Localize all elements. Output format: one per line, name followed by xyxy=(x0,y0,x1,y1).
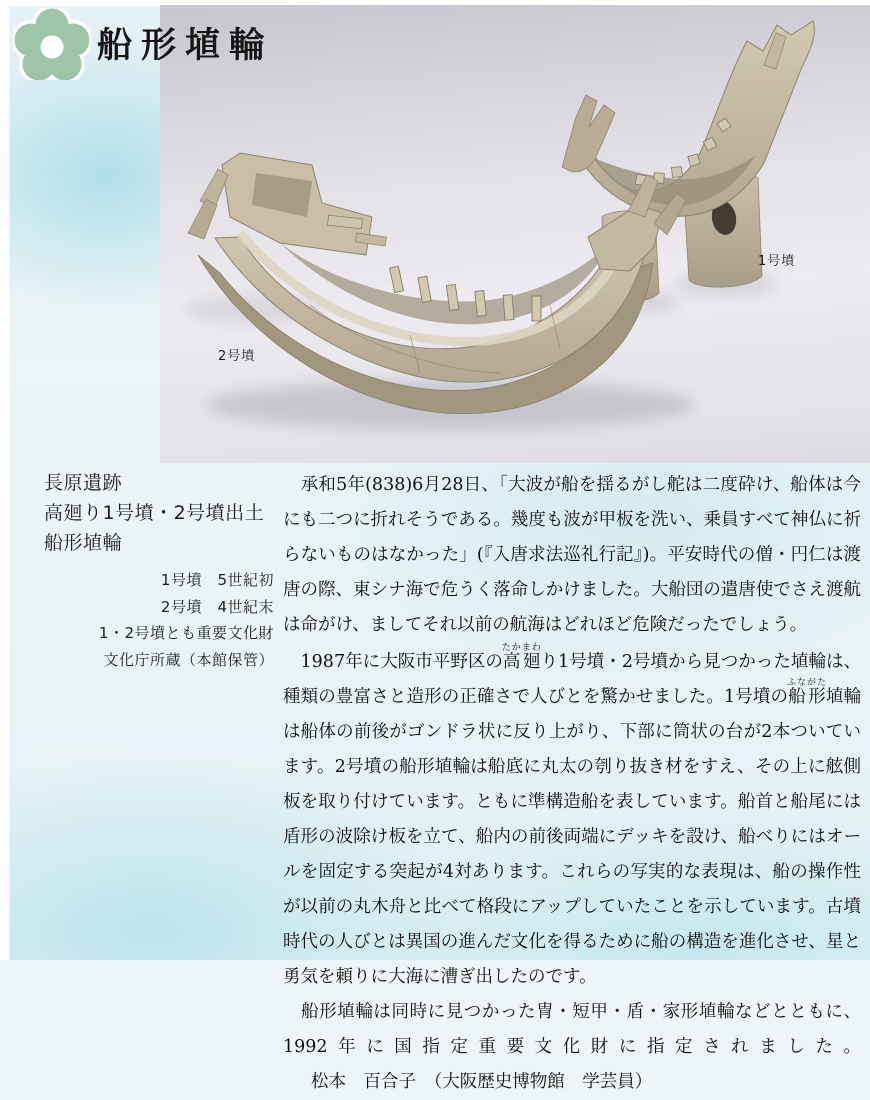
caption-column xyxy=(44,468,274,673)
photo-label-mound2: 2号墳 xyxy=(218,349,256,364)
paragraph-2: 1987年に大阪市平野区の高廻たかまわり1号墳・2号墳から見つかった埴輪は、種類の豊富さと造形の正確さで人びとを驚かせました。1号墳の船形ふながた埴輪は船体の前後がゴンドラ状に反り上がり、下部に筒状の台が2本ついています。2号墳の船形埴輪は船底に丸太の刳り抜き材をすえ、その上に舷側板を取り付けています。ともに準構造船を表しています。船首と船尾には盾形の波除け板を立て、船内の前後両端にデッキを設け、船べりにはオールを固定する突起が4対あります。これらの写実的な表現は、船の操作性が以前の丸木舟と比べて格段にアップしていたことを示しています。古墳時代の人びとは異国の進んだ文化を得るために船の構造を進化させ、星と勇気を頼りに大海に漕ぎ出したのです。 xyxy=(283,643,861,987)
flower-center xyxy=(41,36,64,59)
caption-detail-mound1-date: 1号墳 5世紀初 xyxy=(160,571,274,589)
caption-site-name: 長原遺跡 xyxy=(44,472,123,494)
article-body xyxy=(283,468,861,1100)
paragraph-3: 船形埴輪は同時に見つかった冑・短甲・盾・家形埴輪などとともに、1992年に国指定重要文化財に指定されました。松本 百合子 （大阪歴史博物館 学芸員） xyxy=(283,1002,861,1092)
paragraph-1: 承和5年(838)6月28日、「大波が船を揺るがし舵は二度砕け、船体は今にも二つに折れそうである。幾度も波が甲板を洗い、乗員すべて神仏に祈らないものはなかった」(『入唐求法巡礼行記』)。平安時代の僧・円仁は渡唐の際、東シナ海で危うく落命しかけました。大船団の遣唐使でさえ渡航は命がけ、ましてそれ以前の航海はどれほど危険だったでしょう。 xyxy=(283,475,861,635)
caption-detail-designation: 1・2号墳とも重要文化財 xyxy=(98,624,274,642)
artifact-photo xyxy=(160,5,870,463)
flower-icon xyxy=(13,8,91,80)
page-title: 船形埴輪 xyxy=(97,25,274,66)
ruby-funagata: 船形ふながた xyxy=(786,678,827,707)
caption-provenance: 高廻り1号墳・2号墳出土 xyxy=(44,502,265,524)
author-credit: 松本 百合子 （大阪歴史博物館 学芸員） xyxy=(311,1072,653,1092)
caption-detail-custody: 文化庁所蔵（本館保管） xyxy=(103,650,274,669)
photo-label-mound1: 1号墳 xyxy=(758,254,796,269)
caption-detail-mound2-date: 2号墳 4世紀末 xyxy=(160,597,274,616)
haniwa-boats-illustration xyxy=(160,5,870,463)
ruby-takamawari: 高廻たかまわ xyxy=(501,643,542,672)
caption-object-name: 船形埴輪 xyxy=(44,532,123,554)
